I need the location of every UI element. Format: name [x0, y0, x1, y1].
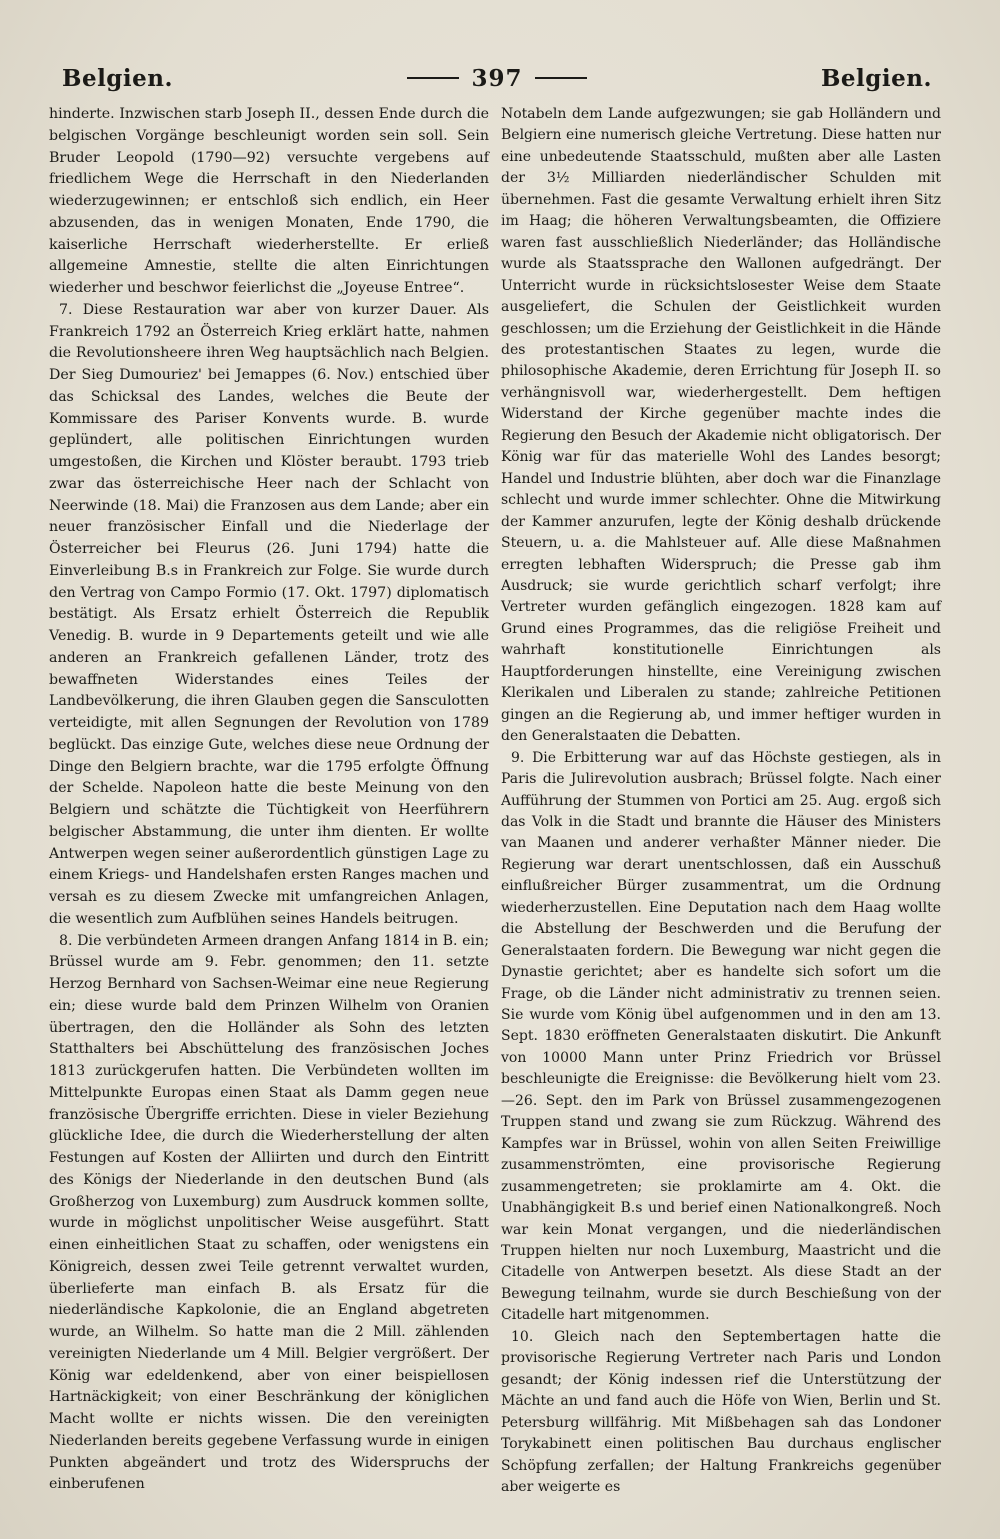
left-paragraph-3: 8. Die verbündeten Armeen drangen Anfang 1814 in B. ein; Brüssel wurde am 9. Febr. genommen; den 11. setzte Herzog Bernhard von Sachsen-Weimar eine neue Regierung ein; diese wurde bald dem Prinzen Wilhelm von Oranien übertragen, den die Holländer als Sohn des letzten Statthalters bei Abschüttelung des französischen Joches 1813 zurückgerufen hatten. Die Verbündeten wollten im Mittelpunkte Europas einen Staat als Damm gegen neue französische Übergriffe errichten. Diese in vieler Beziehung glückliche Idee, die durch die Wiederherstellung der alten Festungen auf Kosten der Alliirten und durch den Eintritt des Königs der Niederlande in den deutschen Bund (als Großherzog von Luxemburg) zum Ausdruck kommen sollte, wurde in möglichst unpolitischer Weise ausgeführt. Statt einen einheitlichen Staat zu schaffen, oder wenigstens ein Königreich, dessen zwei Teile getrennt verwaltet wurden, überlieferte man einfach B. als Ersatz für die niederländische Kapkolonie, die an England abgetreten wurde, an Wilhelm. So hatte man die 2 Mill. zählenden vereinigten Niederlande um 4 Mill. Belgier vergrößert. Der König war edeldenkend, aber von einer beispiellosen Hartnäckigkeit; von einer Beschränkung der königlichen Macht wollte er nichts wissen. Die den vereinigten Niederlanden bereits gegebene Verfassung wurde in einigen Punkten abgeändert und trotz des Widerspruchs der einberufenen — [49, 932, 489, 1493]
right-paragraph-2: 9. Die Erbitterung war auf das Höchste gestiegen, als in Paris die Julirevolution ausbrach; Brüssel folgte. Nach einer Aufführung der Stummen von Portici am 25. Aug. ergoß sich das Volk in die Stadt und brannte die Häuser des Ministers van Maanen und anderer verhaßter Männer nieder. Die Regierung war derart unentschlossen, daß ein Ausschuß einflußreicher Bürger zusammentrat, um die Ordnung wiederherzustellen. Eine Deputation nach dem Haag wollte die Abstellung der Beschwerden und die Berufung der Generalstaaten fordern. Die Bewegung war nicht gegen die Dynastie gerichtet; aber es handelte sich sofort um die Frage, ob die Länder nicht administrativ zu trennen seien. Sie wurde vom König übel aufgenommen und in den am 13. Sept. 1830 eröffneten Generalstaaten diskutirt. Die Ankunft von 10000 Mann unter Prinz Friedrich vor Brüssel beschleunigte die Ereignisse: die Bevölkerung hielt vom 23.—26. Sept. den im Park von Brüssel zusammengezogenen Truppen stand und zwang sie zum Rückzug. Während des Kampfes war in Brüssel, wohin von allen Seiten Freiwillige zusammenströmten, eine provisorische Regierung zusammengetreten; sie proklamirte am 4. Okt. die Unabhängigkeit B.s und berief einen Nationalkongreß. Noch war kein Monat vergangen, und die niederländischen Truppen hielten nur noch Luxemburg, Maastricht und die Citadelle von Antwerpen besetzt. Als diese Stadt an der Bewegung teilnahm, wurde sie durch Beschießung von der Citadelle hart mitgenommen. — [501, 749, 941, 1324]
running-head-right: Belgien. — [820, 64, 932, 92]
right-rule — [535, 77, 587, 79]
right-column — [501, 104, 941, 1498]
left-rule — [407, 77, 459, 79]
page-number-group — [407, 65, 586, 92]
left-column — [49, 104, 489, 1496]
left-paragraph-1: hinderte. Inzwischen starb Joseph II., dessen Ende durch die belgischen Vorgänge beschleunigt worden sein soll. Sein Bruder Leopold (1790—92) versuchte vergebens auf friedlichem Wege die Herrschaft in den Niederlanden wiederzugewinnen; er entschloß sich endlich, ein Heer abzusenden, das in wenigen Monaten, Ende 1790, die kaiserliche Herrschaft wiederherstellte. Er erließ allgemeine Amnestie, stellte die alten Einrichtungen wiederher und beschwor feierlichst die „Joyeuse Entree“. — [49, 106, 489, 296]
right-paragraph-1: Notabeln dem Lande aufgezwungen; sie gab Holländern und Belgiern eine numerisch gleiche Vertretung. Diese hatten nur eine unbedeutende Staatsschuld, mußten aber alle Lasten der 3½ Milliarden niederländischer Schulden mit übernehmen. Fast die gesamte Verwaltung erhielt ihren Sitz im Haag; die höheren Verwaltungsbeamten, die Offiziere waren fast ausschließlich Niederländer; das Holländische wurde als Staatssprache den Wallonen aufgedrängt. Der Unterricht wurde in rücksichtslosester Weise dem Staate ausgeliefert, die Schulen der Geistlichkeit wurden geschlossen; um die Erziehung der Geistlichkeit in die Hände des protestantischen Staates zu legen, wurde die philosophische Akademie, deren Errichtung für Joseph II. so verhängnisvoll war, wiederhergestellt. Dem heftigen Widerstand der Kirche gegenüber machte indes die Regierung den Besuch der Akademie nicht obligatorisch. Der König war für das materielle Wohl des Landes besorgt; Handel und Industrie blühten, aber doch war die Finanzlage schlecht und wurde immer schlechter. Ohne die Mitwirkung der Kammer anzurufen, legte der König deshalb drückende Steuern, u. a. die Mahlsteuer auf. Alle diese Maßnahmen erregten lebhaften Widerspruch; die Presse gab ihm Ausdruck; sie wurde gerichtlich scharf verfolgt; ihre Vertreter wurden gefänglich eingezogen. 1828 kam auf Grund eines Programmes, das die religiöse Freiheit und wahrhaft konstitutionelle Einrichtungen als Hauptforderungen hinstellte, eine Vereinigung zwischen Klerikalen und Liberalen zu stande; zahlreiche Petitionen gingen an die Regierung ab, und immer heftiger wurden in den Generalstaaten die Debatten. — [501, 106, 941, 745]
left-paragraph-2: 7. Diese Restauration war aber von kurzer Dauer. Als Frankreich 1792 an Österreich Krieg erklärt hatte, nahmen die Revolutionsheere ihren Weg hauptsächlich nach Belgien. Der Sieg Dumouriez' bei Jemappes (6. Nov.) entschied über das Schicksal des Landes, welches die Beute der Kommissare des Pariser Konvents wurde. B. wurde geplündert, alle politischen Einrichtungen wurden umgestoßen, die Kirchen und Klöster beraubt. 1793 trieb zwar das österreichische Heer nach der Schlacht von Neerwinde (18. Mai) die Franzosen aus dem Lande; aber ein neuer französischer Einfall und die Niederlage der Österreicher bei Fleurus (26. Juni 1794) hatte die Einverleibung B.s in Frankreich zur Folge. Sie wurde durch den Vertrag von Campo Formio (17. Okt. 1797) diplomatisch bestätigt. Als Ersatz erhielt Österreich die Republik Venedig. B. wurde in 9 Departements geteilt und wie alle anderen an Frankreich gefallenen Länder, trotz des bewaffneten Widerstandes eines Teiles der Landbevölkerung, die ihren Glauben gegen die Sansculotten verteidigte, mit allen Segnungen der Revolution von 1789 beglückt. Das einzige Gute, welches diese neue Ordnung der Dinge den Belgiern brachte, war die 1795 erfolgte Öffnung der Schelde. Napoleon hatte die beste Meinung von den Belgiern und schätzte die Tüchtigkeit von Heerführern belgischer Abstammung, die unter ihm dienten. Er wollte Antwerpen wegen seiner außerordentlich günstigen Lage zu einem Kriegs- und Handelshafen ersten Ranges machen und versah es zu diesem Zwecke mit umfangreichen Anlagen, die wesentlich zum Aufblühen seines Handels beitrugen. — [49, 301, 489, 927]
page-number: 397 — [471, 64, 523, 92]
running-head-left: Belgien. — [62, 64, 173, 92]
page-header — [62, 58, 932, 98]
right-paragraph-3: 10. Gleich nach den Septembertagen hatte die provisorische Regierung Vertreter nach Paris und London gesandt; der König indessen rief die Unterstützung der Mächte an und fand auch die Höfe von Wien, Berlin und St. Petersburg willfährig. Mit Mißbehagen sah das Londoner Torykabinett einen politischen Bau durchaus englischer Schöpfung zerfallen; der Haltung Frankreichs gegenüber aber weigerte es — [501, 1328, 941, 1495]
